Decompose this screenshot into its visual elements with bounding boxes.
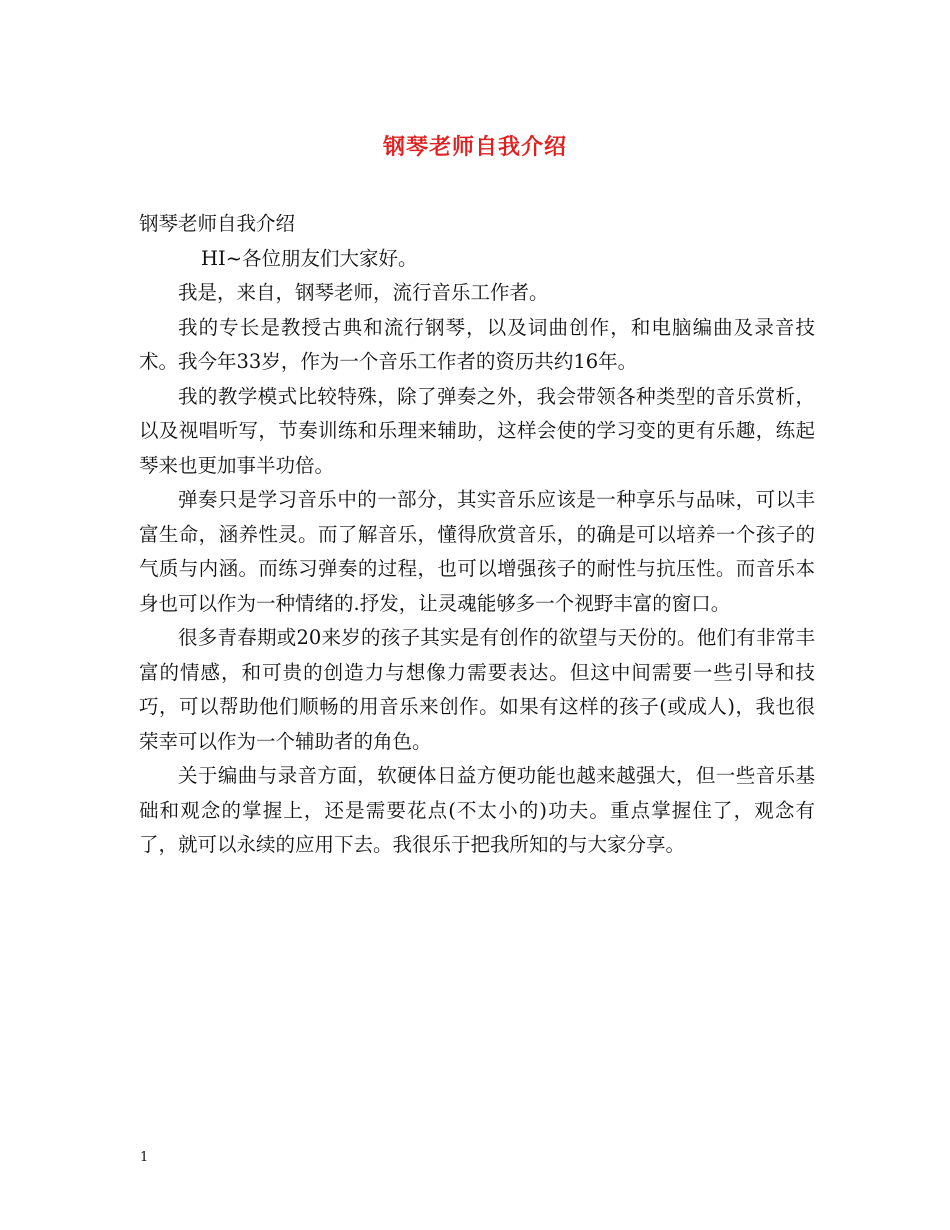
page-number: 1 [140,1150,149,1165]
document-subtitle: 钢琴老师自我介绍 [139,212,296,235]
paragraph: 我是，来自，钢琴老师，流行音乐工作者。 [178,281,549,304]
paragraph: 我的专长是教授古典和流行钢琴，以及词曲创作，和电脑编曲及录音技术。我今年33岁，作为一个音乐工作者的资历共约16年。 [139,315,815,373]
greeting-line: HI~各位朋友们大家好。 [201,246,418,270]
paragraph: 关于编曲与录音方面，软硬体日益方便功能也越来越强大，但一些音乐基础和观念的掌握上，还是需要花点(不太小的)功夫。重点掌握住了，观念有了，就可以永续的应用下去。我很乐于把我所知的与大家分享。 [139,764,815,856]
paragraph: 我的教学模式比较特殊，除了弹奏之外，我会带领各种类型的音乐赏析，以及视唱听写，节奏训练和乐理来辅助，这样会使的学习变的更有乐趣，练起琴来也更加事半功倍。 [139,384,815,477]
paragraph: 很多青春期或20来岁的孩子其实是有创作的欲望与天份的。他们有非常丰富的情感，和可贵的创造力与想像力需要表达。但这中间需要一些引导和技巧，可以帮助他们顺畅的用音乐来创作。如果有这样的孩子(或成人)，我也很荣幸可以作为一个辅助者的角色。 [139,626,815,753]
document-body [139,207,815,863]
page-title: 钢琴老师自我介绍 [382,134,567,160]
paragraph: 弹奏只是学习音乐中的一部分，其实音乐应该是一种享乐与品味，可以丰富生命，涵养性灵。而了解音乐，懂得欣赏音乐，的确是可以培养一个孩子的气质与内涵。而练习弹奏的过程，也可以增强孩子的耐性与抗压性。而音乐本身也可以作为一种情绪的.抒发，让灵魂能够多一个视野丰富的窗口。 [139,488,815,615]
